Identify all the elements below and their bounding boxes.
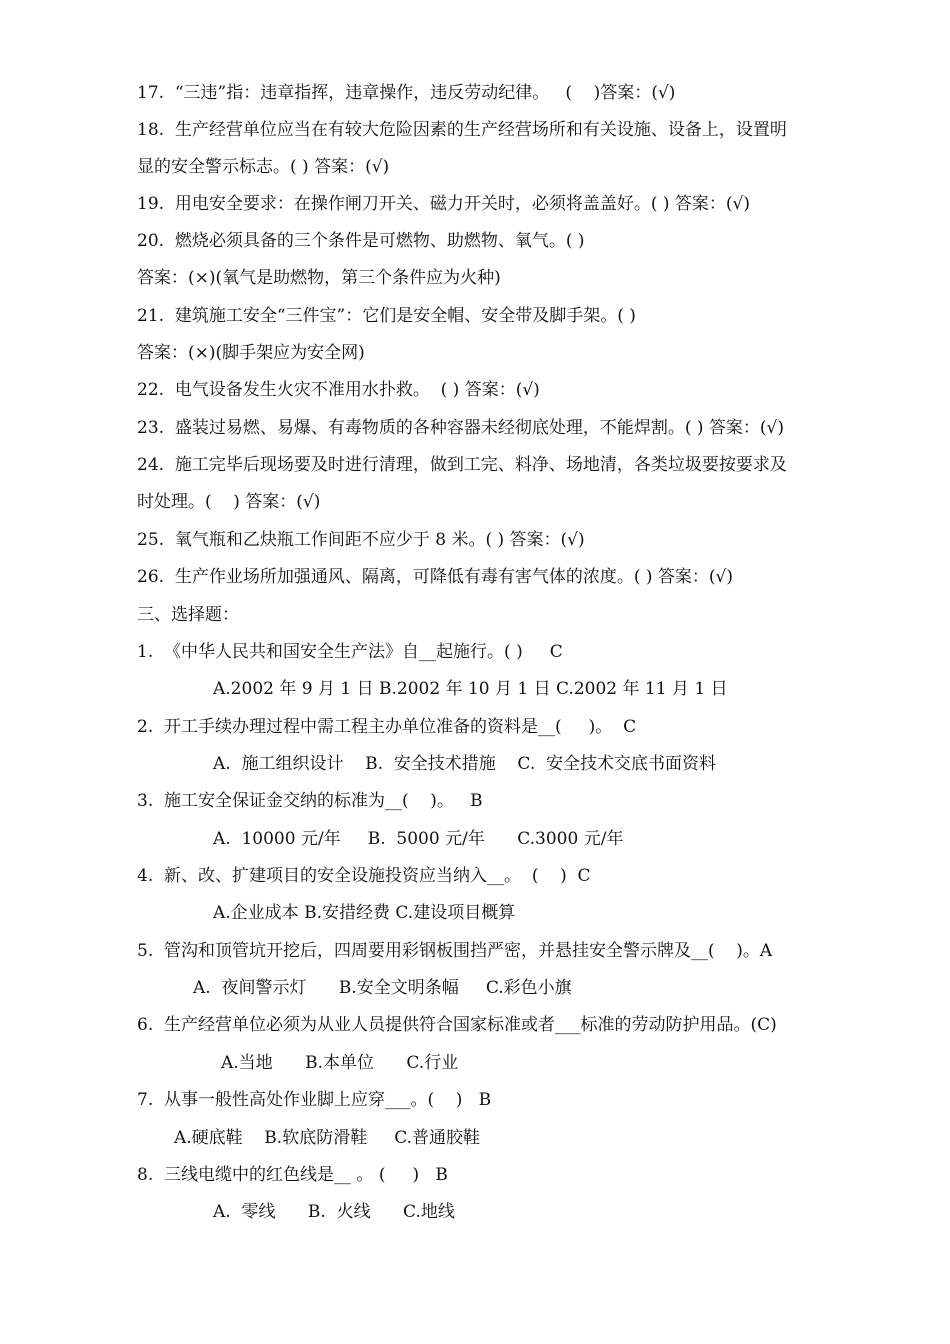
choice-4: 4. 新、改、扩建项目的安全设施投资应当纳入__。 ( ) C xyxy=(137,866,591,886)
choice-2: 2. 开工手续办理过程中需工程主办单位准备的资料是__( )。 C xyxy=(137,717,637,737)
question-26: 26. 生产作业场所加强通风、隔离，可降低有毒有害气体的浓度。( ) 答案：(√) xyxy=(137,567,734,587)
choice-6: 6. 生产经营单位必须为从业人员提供符合国家标准或者___标准的劳动防护用品。(C) xyxy=(137,1015,777,1035)
question-19: 19. 用电安全要求：在操作闸刀开关、磁力开关时，必须将盖盖好。( ) 答案：(√) xyxy=(137,194,751,214)
question-17: 17. “三违”指：违章指挥，违章操作，违反劳动纪律。 ( )答案：(√) xyxy=(137,83,676,103)
answer-20: 答案：(×)(氧气是助燃物，第三个条件应为火种) xyxy=(137,268,501,288)
choice-2-options: A. 施工组织设计 B. 安全技术措施 C. 安全技术交底书面资料 xyxy=(213,754,717,774)
choice-5-options: A. 夜间警示灯 B.安全文明条幅 C.彩色小旗 xyxy=(193,978,572,998)
choice-7-options: A.硬底鞋 B.软底防滑鞋 C.普通胶鞋 xyxy=(174,1128,481,1148)
question-24-line-1: 24. 施工完毕后现场要及时进行清理，做到工完、料净、场地清，各类垃圾要按要求及 xyxy=(137,455,787,475)
choice-3: 3. 施工安全保证金交纳的标准为__( )。 B xyxy=(137,791,483,811)
question-23: 23. 盛装过易燃、易爆、有毒物质的各种容器未经彻底处理，不能焊割。( ) 答案：(√) xyxy=(137,418,785,438)
question-25: 25. 氧气瓶和乙炔瓶工作间距不应少于 8 米。( ) 答案：(√) xyxy=(137,530,585,550)
choice-4-options: A.企业成本 B.安措经费 C.建设项目概算 xyxy=(213,903,516,923)
choice-7: 7. 从事一般性高处作业脚上应穿___。( ) B xyxy=(137,1090,492,1110)
question-21: 21. 建筑施工安全“三件宝”：它们是安全帽、安全带及脚手架。( ) xyxy=(137,306,636,326)
choice-5: 5. 管沟和顶管坑开挖后，四周要用彩钢板围挡严密，并悬挂安全警示牌及__( )。A xyxy=(137,941,773,961)
question-20: 20. 燃烧必须具备的三个条件是可燃物、助燃物、氧气。( ) xyxy=(137,231,585,251)
choice-1: 1. 《中华人民共和国安全生产法》自__起施行。( ) C xyxy=(137,642,563,662)
choice-8: 8. 三线电缆中的红色线是__ 。 ( ) B xyxy=(137,1165,448,1185)
answer-21: 答案：(×)(脚手架应为安全网) xyxy=(137,343,365,363)
choice-1-options: A.2002 年 9 月 1 日 B.2002 年 10 月 1 日 C.2002 年 11 月 1 日 xyxy=(213,679,728,699)
choice-3-options: A. 10000 元/年 B. 5000 元/年 C.3000 元/年 xyxy=(213,829,624,849)
question-24-line-2: 时处理。( ) 答案：(√) xyxy=(137,492,321,512)
question-18-line-2: 显的安全警示标志。( ) 答案：(√) xyxy=(137,157,390,177)
choice-6-options: A.当地 B.本单位 C.行业 xyxy=(221,1053,459,1073)
question-18-line-1: 18. 生产经营单位应当在有较大危险因素的生产经营场所和有关设施、设备上，设置明 xyxy=(137,120,787,140)
question-22: 22. 电气设备发生火灾不准用水扑救。 ( ) 答案：(√) xyxy=(137,380,540,400)
choice-8-options: A. 零线 B. 火线 C.地线 xyxy=(213,1202,455,1222)
section-heading-choice: 三、选择题： xyxy=(137,605,239,625)
